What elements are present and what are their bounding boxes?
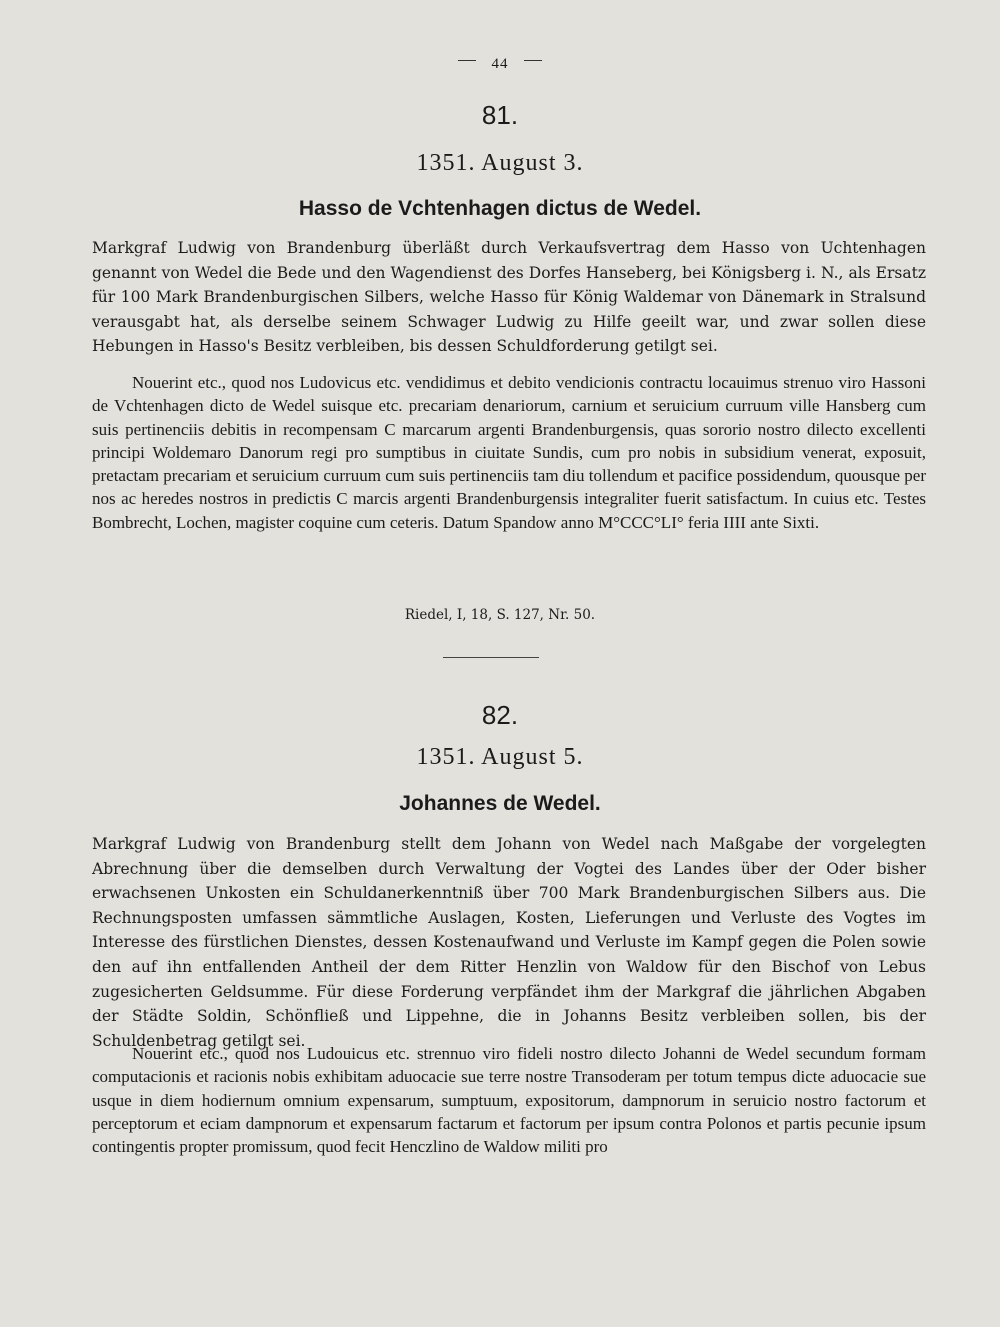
source-citation-81: Riedel, I, 18, S. 127, Nr. 50.	[404, 607, 596, 623]
document-number-82: 82.	[481, 700, 519, 730]
document-date-82: 1351. August 5.	[416, 744, 584, 770]
page-number-dash-right	[524, 60, 542, 61]
latin-text-82: Nouerint etc., quod nos Ludouicus etc. strennuo viro fideli nostro dilecto Johanni de Wedel secundum formam computacionis et racionis nobis exhibitam aduocacie sue terre nostre Transoderam per totum tempus dicte aduocacie sue usque in diem hodiernum omnium expensarum, sumptuum, expositorum, dampnorum in seruicio nostro factorum et perceptorum et eciam dampnorum et expensarum factarum et factorum per ipsum contra Polonos et partis pecunie ipsum contingentis propter promissum, quod fecit Henczlino de Waldow militi pro	[92, 1044, 926, 1157]
document-title-82: Johannes de Wedel.	[399, 792, 601, 815]
latin-text-81: Nouerint etc., quod nos Ludovicus etc. vendidimus et debito vendicionis contractu locauimus strenuo viro Hassoni de Vchtenhagen dicto de Wedel suisque etc. precariam denariorum, carnium et seruicium curruum ville Hansberg cum suis pertinenciis debitis in recompensam C marcarum argenti Brandenburgensis, quas sororio nostro dilecto excellenti principi Woldemaro Danorum regi pro sumptibus in ciuitate Sundis, cum pro nobis in subsidium venerat, exposuit, pretactam precariam et seruicium curruum cum suis pertinenciis tam diu tollendum et pacifice possidendum, quousque per nos ac heredes nostros in predictis C marcis argenti Brandenburgensis integraliter fuerit satisfactum. In cuius etc. Testes Bombrecht, Lochen, magister coquine cum ceteris. Datum Spandow anno M°CCC°LI° feria IIII ante Sixti.	[92, 373, 926, 532]
german-summary-82: Markgraf Ludwig von Brandenburg stellt dem Johann von Wedel nach Maßgabe der vorgelegten Abrechnung über die demselben durch Verwaltung der Vogtei des Landes über der Oder bisher erwachsenen Unkosten ein Schuldanerkenntniß über 700 Mark Brandenburgischen Silbers aus. Die Rechnungsposten umfassen sämmtliche Auslagen, Kosten, Lieferungen und Verluste des Vogtes im Interesse des fürstlichen Dienstes, dessen Kostenaufwand und Verluste im Kampf gegen die Polen sowie den auf ihn entfallenden Antheil der dem Ritter Henzlin von Waldow für den Bischof von Lebus zugesicherten Geldsumme. Für diese Forderung verpfändet ihm der Markgraf die jährlichen Abgaben der Städte Soldin, Schönfließ und Lippehne, die in Johanns Besitz verbleiben sollen, bis der Schuldenbetrag getilgt sei.	[92, 835, 926, 1050]
german-summary-81: Markgraf Ludwig von Brandenburg überläßt durch Verkaufsvertrag dem Hasso von Uchtenhagen genannt von Wedel die Bede und den Wagendienst des Dorfes Hanseberg, bei Königsberg i. N., als Ersatz für 100 Mark Brandenburgischen Silbers, welche Hasso für König Waldemar von Dänemark in Stralsund verausgabt hat, als derselbe seinem Schwager Ludwig zu Hilfe geeilt war, und zwar sollen diese Hebungen in Hasso's Besitz verbleiben, bis dessen Schuldforderung getilgt sei.	[92, 239, 926, 356]
section-divider	[443, 657, 539, 658]
document-date-81: 1351. August 3.	[416, 150, 584, 176]
document-title-81: Hasso de Vchtenhagen dictus de Wedel.	[298, 197, 702, 220]
document-number-81: 81.	[481, 100, 519, 130]
page-number: 44	[491, 56, 509, 72]
